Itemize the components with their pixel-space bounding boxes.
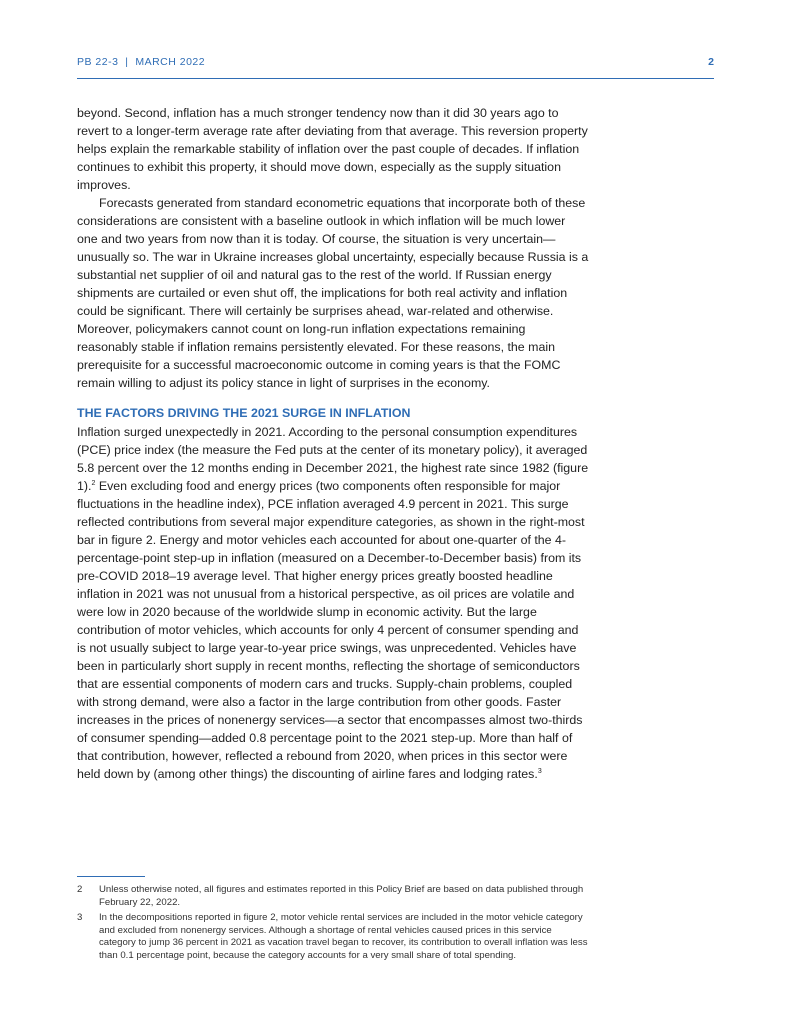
footnote-number: 3 (77, 912, 83, 923)
report-id-date: PB 22-3 | MARCH 2022 (77, 56, 206, 68)
footnote-number: 2 (77, 884, 83, 895)
footnote-text: In the decompositions reported in figure 2, motor vehicle rental services are included in the motor vehicle category and excluded from nonenergy services. Although a shortage of rental vehicles caused prices in this service category to jump 36 percent in 2021 as vacation travel began to recover, its contribution to overall inflation was less than 0.1 percentage point, because the category accounts for a very small share of total spending. (99, 912, 588, 961)
footnote-ref-3[interactable]: 3 (537, 767, 542, 775)
section-paragraph-part-1: Inflation surged unexpectedly in 2021. According to the personal consumption expenditures (PCE) price index (the measure the Fed puts at the center of its monetary policy), it averaged 5.8 percent over the 12 months ending in December 2021, the highest rate since 1982 (figure 1). (77, 425, 589, 493)
footnote-item (77, 912, 589, 962)
intro-paragraph-2: Forecasts generated from standard econometric equations that incorporate both of these considerations are consistent with a baseline outlook in which inflation will be much lower one and two years from now than it is today. Of course, the situation is very uncertain—unusually so. The war in Ukraine increases global uncertainty, especially because Russia is a substantial net supplier of oil and natural gas to the rest of the world. If Russian energy shipments are curtailed or even shut off, the implications for both real activity and inflation could be significant. There will certainly be surprises ahead, war-related and otherwise. Moreover, policymakers cannot count on long-run inflation expectations remaining reasonably stable if inflation remains persistently elevated. For these reasons, the main prerequisite for a successful macroeconomic outcome in coming years is that the FOMC remain willing to adjust its policy stance in light of surprises in the economy. (77, 196, 589, 390)
footnote-text: Unless otherwise noted, all figures and estimates reported in this Policy Brief are based on data published through February 22, 2022. (99, 884, 584, 908)
page-number: 2 (708, 56, 714, 68)
section-paragraph (77, 423, 589, 783)
footnote-item (77, 884, 589, 909)
footnote-ref-2[interactable]: 2 (91, 479, 96, 487)
main-body (77, 104, 589, 783)
section-paragraph-part-2: Even excluding food and energy prices (two components often responsible for major fluctuations in the headline index), PCE inflation averaged 4.9 percent in 2021. This surge reflected contributions from several major expenditure categories, as shown in the right-most bar in figure 2. Energy and motor vehicles each accounted for about one-quarter of the 4-percentage-point step-up in inflation (measured on a December-to-December basis) from its pre-COVID 2018–19 average level. That higher energy prices greatly boosted headline inflation in 2021 was not unusual from a historical perspective, as oil prices are volatile and were low in 2020 because of the worldwide slump in economic activity. But the large contribution of motor vehicles, which accounts for only 4 percent of consumer spending and is not usually subject to large year-to-year price swings, was unprecedented. Vehicles have been in particularly short supply in recent months, reflecting the shortage of semiconductors that are essential components of modern cars and trucks. Supply-chain problems, coupled with strong demand, were also a factor in the large contribution from other goods. Faster increases in the prices of nonenergy services—a sector that encompasses almost two-thirds of consumer spending—added 0.8 percentage point to the 2021 step-up. More than half of that contribution, however, reflected a rebound from 2020, when prices in this sector were held down by (among other things) the discounting of airline fares and lodging rates. (77, 479, 585, 781)
intro-paragraph-1: beyond. Second, inflation has a much stronger tendency now than it did 30 years ago to revert to a longer-term average rate after deviating from that average. This reversion property helps explain the remarkable stability of inflation over the past couple of decades. If inflation continues to exhibit this property, it should move down, especially as the supply situation improves. (77, 106, 588, 192)
page-header (77, 56, 714, 79)
footnotes (77, 884, 589, 965)
footnote-divider (77, 876, 145, 877)
section-heading: THE FACTORS DRIVING THE 2021 SURGE IN INFLATION (77, 406, 411, 420)
